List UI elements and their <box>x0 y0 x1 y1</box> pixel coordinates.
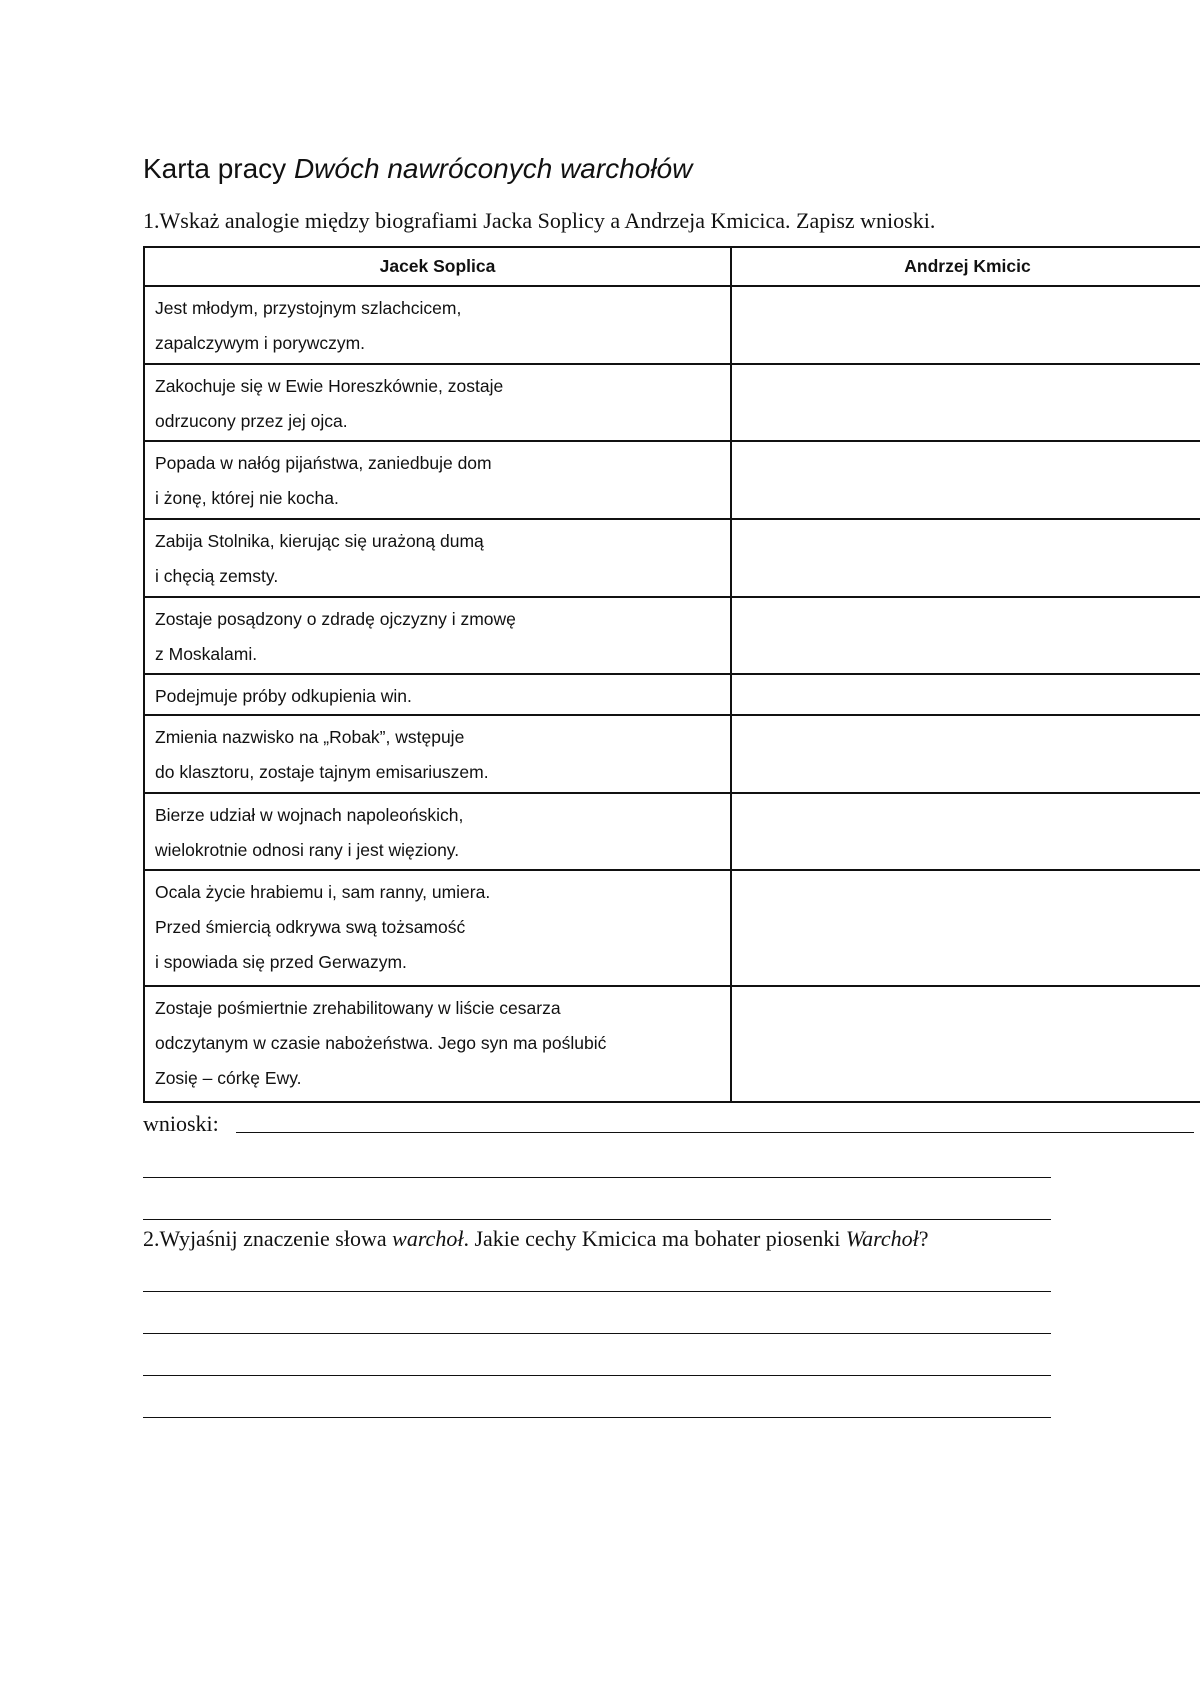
jacek-soplica-cell <box>144 986 731 1102</box>
task2-answer-line-4[interactable] <box>143 1417 1051 1418</box>
table-row <box>144 715 1200 793</box>
table-header-row <box>144 247 1200 286</box>
andrzej-kmicic-answer-cell[interactable] <box>731 715 1200 793</box>
header-andrzej-kmicic: Andrzej Kmicic <box>731 247 1200 286</box>
cell-text-line: Bierze udział w wojnach napoleońskich, <box>155 805 464 825</box>
cell-text-line: Zosię – córkę Ewy. <box>155 1068 302 1088</box>
cell-text-line: Ocala życie hrabiemu i, sam ranny, umiera. <box>155 882 491 902</box>
cell-text-line: z Moskalami. <box>155 644 258 664</box>
andrzej-kmicic-answer-cell[interactable] <box>731 597 1200 674</box>
table-row <box>144 870 1200 986</box>
andrzej-kmicic-answer-cell[interactable] <box>731 870 1200 986</box>
jacek-soplica-cell <box>144 793 731 870</box>
task2-answer-line-2[interactable] <box>143 1333 1051 1334</box>
table-body <box>144 286 1200 1102</box>
conclusions-answer-line-1[interactable] <box>236 1132 1194 1133</box>
cell-text-line: Podejmuje próby odkupienia win. <box>155 686 412 706</box>
table-row <box>144 286 1200 364</box>
andrzej-kmicic-answer-cell[interactable] <box>731 793 1200 870</box>
cell-text-line: odrzucony przez jej ojca. <box>155 411 348 431</box>
conclusions-answer-line-2[interactable] <box>143 1177 1051 1178</box>
title-italic: Dwóch nawróconych warchołów <box>293 153 693 184</box>
task2-italic-word: warchoł <box>392 1226 464 1251</box>
jacek-soplica-cell <box>144 519 731 597</box>
cell-text-line: Popada w nałóg pijaństwa, zaniedbuje dom <box>155 453 492 473</box>
table-row <box>144 986 1200 1102</box>
cell-text-line: i żonę, której nie kocha. <box>155 488 339 508</box>
task-1-instruction: 1.Wskaż analogie między biografiami Jacka Soplicy a Andrzeja Kmicica. Zapisz wnioski. <box>143 208 936 233</box>
title-prefix: Karta pracy <box>143 153 287 184</box>
cell-text-line: Jest młodym, przystojnym szlachcicem, <box>155 298 462 318</box>
jacek-soplica-cell <box>144 286 731 364</box>
cell-text-line: do klasztoru, zostaje tajnym emisariuszem. <box>155 762 489 782</box>
header-jacek-soplica: Jacek Soplica <box>144 247 731 286</box>
task2-song-title: Warchoł <box>845 1226 919 1251</box>
andrzej-kmicic-answer-cell[interactable] <box>731 441 1200 519</box>
cell-text-line: Zostaje posądzony o zdradę ojczyzny i zmowę <box>155 609 516 629</box>
jacek-soplica-cell <box>144 597 731 674</box>
jacek-soplica-cell <box>144 364 731 441</box>
table-row <box>144 674 1200 715</box>
table-row <box>144 441 1200 519</box>
task2-answer-line-3[interactable] <box>143 1375 1051 1376</box>
comparison-table <box>143 246 1200 1103</box>
cell-text-line: Zabija Stolnika, kierując się urażoną dumą <box>155 531 484 551</box>
andrzej-kmicic-answer-cell[interactable] <box>731 286 1200 364</box>
conclusions-answer-line-3[interactable] <box>143 1219 1051 1220</box>
conclusions-label: wnioski: <box>143 1111 219 1136</box>
table-row <box>144 597 1200 674</box>
andrzej-kmicic-answer-cell[interactable] <box>731 364 1200 441</box>
page-title <box>143 152 692 186</box>
task2-part1: 2.Wyjaśnij znaczenie słowa <box>143 1226 393 1251</box>
cell-text-line: Zakochuje się w Ewie Horeszkównie, zostaje <box>155 376 504 396</box>
jacek-soplica-cell <box>144 674 731 715</box>
cell-text-line: i spowiada się przed Gerwazym. <box>155 952 407 972</box>
cell-text-line: Zmienia nazwisko na „Robak”, wstępuje <box>155 727 465 747</box>
task2-part2: . Jakie cechy Kmicica ma bohater piosenki <box>463 1226 846 1251</box>
cell-text-line: i chęcią zemsty. <box>155 566 279 586</box>
andrzej-kmicic-answer-cell[interactable] <box>731 519 1200 597</box>
cell-text-line: Zostaje pośmiertnie zrehabilitowany w liście cesarza <box>155 998 561 1018</box>
andrzej-kmicic-answer-cell[interactable] <box>731 674 1200 715</box>
andrzej-kmicic-answer-cell[interactable] <box>731 986 1200 1102</box>
table-row <box>144 519 1200 597</box>
task-2-instruction <box>143 1225 929 1253</box>
cell-text-line: wielokrotnie odnosi rany i jest więziony. <box>155 840 460 860</box>
task2-part3: ? <box>918 1226 929 1251</box>
table-row <box>144 793 1200 870</box>
table-row <box>144 364 1200 441</box>
cell-text-line: zapalczywym i porywczym. <box>155 333 366 353</box>
jacek-soplica-cell <box>144 870 731 986</box>
cell-text-line: Przed śmiercią odkrywa swą tożsamość <box>155 917 466 937</box>
jacek-soplica-cell <box>144 715 731 793</box>
jacek-soplica-cell <box>144 441 731 519</box>
task2-answer-line-1[interactable] <box>143 1291 1051 1292</box>
cell-text-line: odczytanym w czasie nabożeństwa. Jego syn ma poślubić <box>155 1033 607 1053</box>
